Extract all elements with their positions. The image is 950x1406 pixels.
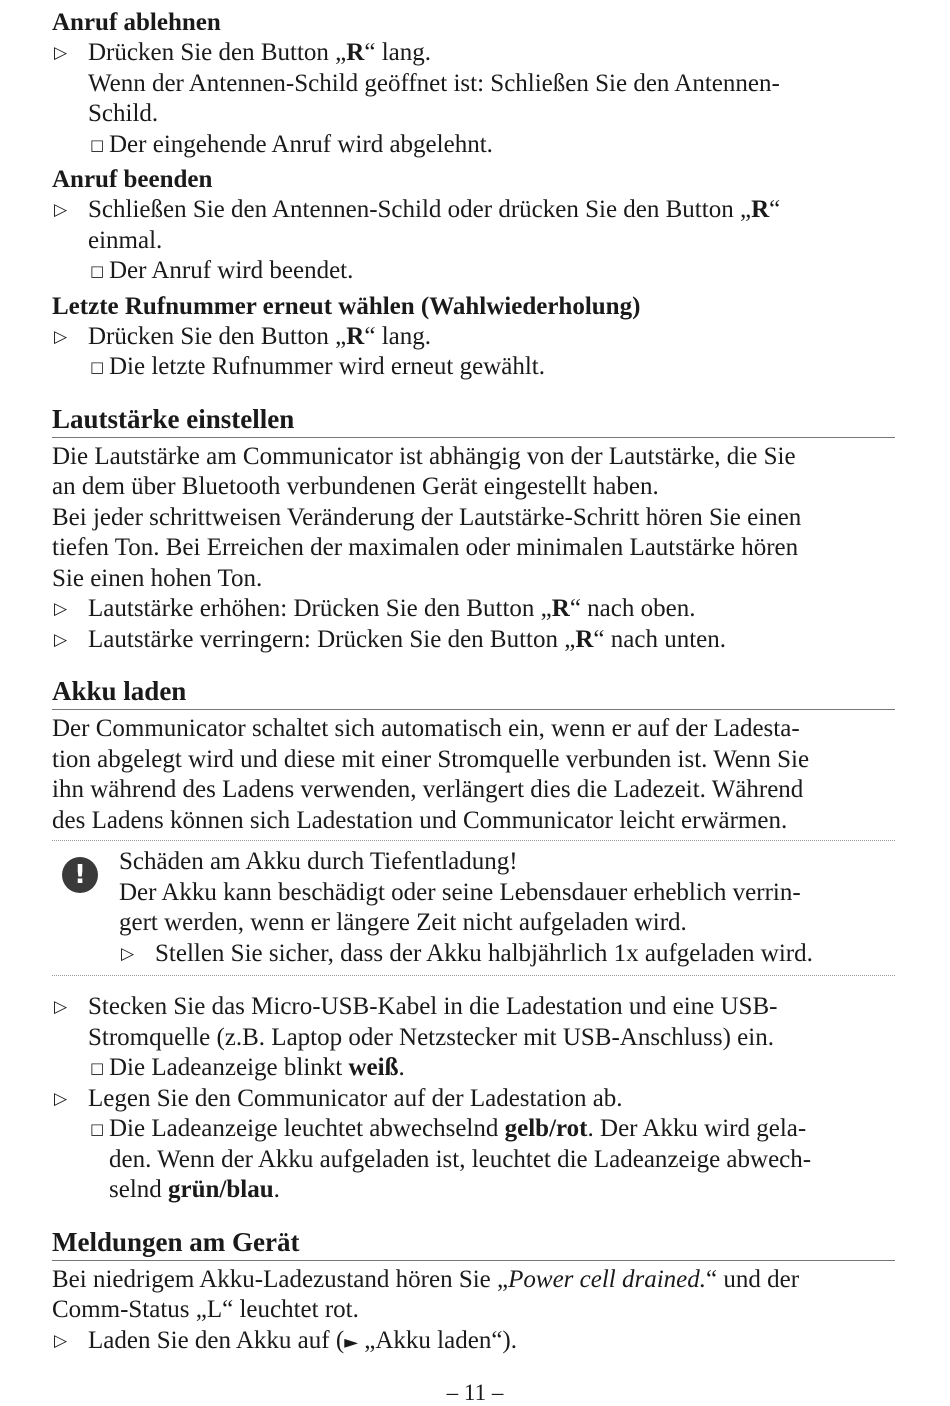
cross-reference-link[interactable]: „Akku laden“). xyxy=(358,1326,517,1354)
warning-text-line: Der Akku kann beschädigt oder seine Lebensdauer erheblich verrin- xyxy=(119,878,801,906)
step-plug-cable: ▷ Stecken Sie das Micro-USB-Kabel in die Ladestation und eine USB- xyxy=(52,992,895,1023)
result-box-icon: □ xyxy=(90,135,105,154)
button-r-label: R xyxy=(751,196,770,223)
step-note-line: Wenn der Antennen-Schild geöffnet ist: Schließen Sie den Antennen- xyxy=(88,69,780,97)
paragraph-line: Die Lautstärke am Communicator ist abhängig von der Lautstärke, die Sie xyxy=(52,442,796,470)
paragraph-line: des Ladens können sich Ladestation und Communicator leicht erwärmen. xyxy=(52,806,788,834)
result-continuation: den. Wenn der Akku aufgeladen ist, leuchtet die Ladeanzeige abwech- xyxy=(109,1145,812,1173)
paragraph-line: Der Communicator schaltet sich automatisch ein, wenn er auf der Ladesta- xyxy=(52,715,800,742)
voice-message: Power cell drained. xyxy=(508,1265,707,1293)
step-place-on-station: ▷ Legen Sie den Communicator auf der Ladestation ab. xyxy=(52,1084,895,1115)
cross-reference-arrow-icon: ► xyxy=(344,1331,359,1353)
result-led-alternates: □ Die Ladeanzeige leuchtet abwechselnd gelb/rot. Der Akku wird gela- xyxy=(52,1114,895,1145)
result-redial: □ Die letzte Rufnummer wird erneut gewählt. xyxy=(52,352,895,383)
heading-messages: Meldungen am Gerät xyxy=(52,1226,895,1261)
step-triangle-icon: ▷ xyxy=(54,43,68,63)
result-reject-call: □ Der eingehende Anruf wird abgelehnt. xyxy=(52,130,895,161)
subheading-end-call: Anruf beenden xyxy=(52,166,213,193)
paragraph-line: Sie einen hohen Ton. xyxy=(52,564,263,592)
step-charge-battery: ▷ Laden Sie den Akku auf (► „Akku laden“). xyxy=(52,1326,895,1359)
step-triangle-icon: ▷ xyxy=(54,997,68,1017)
step-continuation: einmal. xyxy=(88,226,163,254)
step-triangle-icon: ▷ xyxy=(54,326,68,347)
paragraph-line: Bei niedrigem Akku-Ladezustand hören Sie „Power cell drained.“ und der xyxy=(52,1265,800,1293)
warning-title: Schäden am Akku durch Tiefentladung! xyxy=(119,848,518,875)
page-number: – 11 – xyxy=(446,1380,504,1405)
page-content xyxy=(52,8,895,1358)
step-triangle-icon: ▷ xyxy=(54,599,68,619)
result-box-icon: □ xyxy=(90,1120,105,1138)
result-end-call: □ Der Anruf wird beendet. xyxy=(52,256,895,287)
step-note-line: Schild. xyxy=(88,100,159,127)
heading-charge: Akku laden xyxy=(52,675,895,710)
heading-volume: Lautstärke einstellen xyxy=(52,403,895,438)
step-volume-up: ▷ Lautstärke erhöhen: Drücken Sie den Button „R“ nach oben. xyxy=(52,594,895,625)
subheading-redial: Letzte Rufnummer erneut wählen (Wahlwiederholung) xyxy=(52,292,641,320)
result-box-icon: □ xyxy=(90,262,105,280)
led-color-green-blue: grün/blau xyxy=(168,1176,274,1203)
result-led-blinks: □ Die Ladeanzeige blinkt weiß. xyxy=(52,1053,895,1084)
result-box-icon: □ xyxy=(90,1059,105,1077)
warning-text-line: gert werden, wenn er längere Zeit nicht aufgeladen wird. xyxy=(119,909,687,936)
step-triangle-icon: ▷ xyxy=(54,200,68,220)
step-triangle-icon: ▷ xyxy=(54,1330,68,1351)
warning-box xyxy=(52,840,895,976)
paragraph-line: an dem über Bluetooth verbundenen Gerät eingestellt haben. xyxy=(52,473,659,500)
step-triangle-icon: ▷ xyxy=(121,943,135,964)
step-continuation: Stromquelle (z.B. Laptop oder Netzstecker mit USB-Anschluss) ein. xyxy=(88,1023,774,1051)
button-r-label: R xyxy=(346,39,365,66)
step-redial: ▷ Drücken Sie den Button „R“ lang. xyxy=(52,322,895,353)
paragraph-line: tion abgelegt wird und diese mit einer Stromquelle verbunden ist. Wenn Sie xyxy=(52,745,810,773)
paragraph-line: ihn während des Ladens verwenden, verlängert dies die Ladezeit. Während xyxy=(52,776,804,803)
warning-step: ▷ Stellen Sie sicher, dass der Akku halbjährlich 1x aufgeladen wird. xyxy=(119,939,895,970)
paragraph-line: Comm-Status „L“ leuchtet rot. xyxy=(52,1296,359,1323)
paragraph-line: tiefen Ton. Bei Erreichen der maximalen oder minimalen Lautstärke hören xyxy=(52,534,799,561)
result-box-icon: □ xyxy=(90,358,105,376)
result-continuation: selnd grün/blau. xyxy=(109,1176,280,1203)
button-r-label: R xyxy=(575,625,594,653)
exclamation-icon: ! xyxy=(62,857,98,893)
step-reject-call: ▷ Drücken Sie den Button „R“ lang. xyxy=(52,38,895,69)
led-color-white: weiß xyxy=(348,1054,399,1081)
step-triangle-icon: ▷ xyxy=(54,1088,68,1109)
button-r-label: R xyxy=(346,322,365,350)
step-triangle-icon: ▷ xyxy=(54,629,68,650)
button-r-label: R xyxy=(551,595,570,622)
subheading-reject-call: Anruf ablehnen xyxy=(52,9,221,36)
step-volume-down: ▷ Lautstärke verringern: Drücken Sie den Button „R“ nach unten. xyxy=(52,625,895,656)
paragraph-line: Bei jeder schrittweisen Veränderung der Lautstärke-Schritt hören Sie einen xyxy=(52,503,802,531)
step-end-call: ▷ Schließen Sie den Antennen-Schild oder drücken Sie den Button „R“ xyxy=(52,195,895,226)
led-color-yellow-red: gelb/rot xyxy=(504,1115,588,1142)
